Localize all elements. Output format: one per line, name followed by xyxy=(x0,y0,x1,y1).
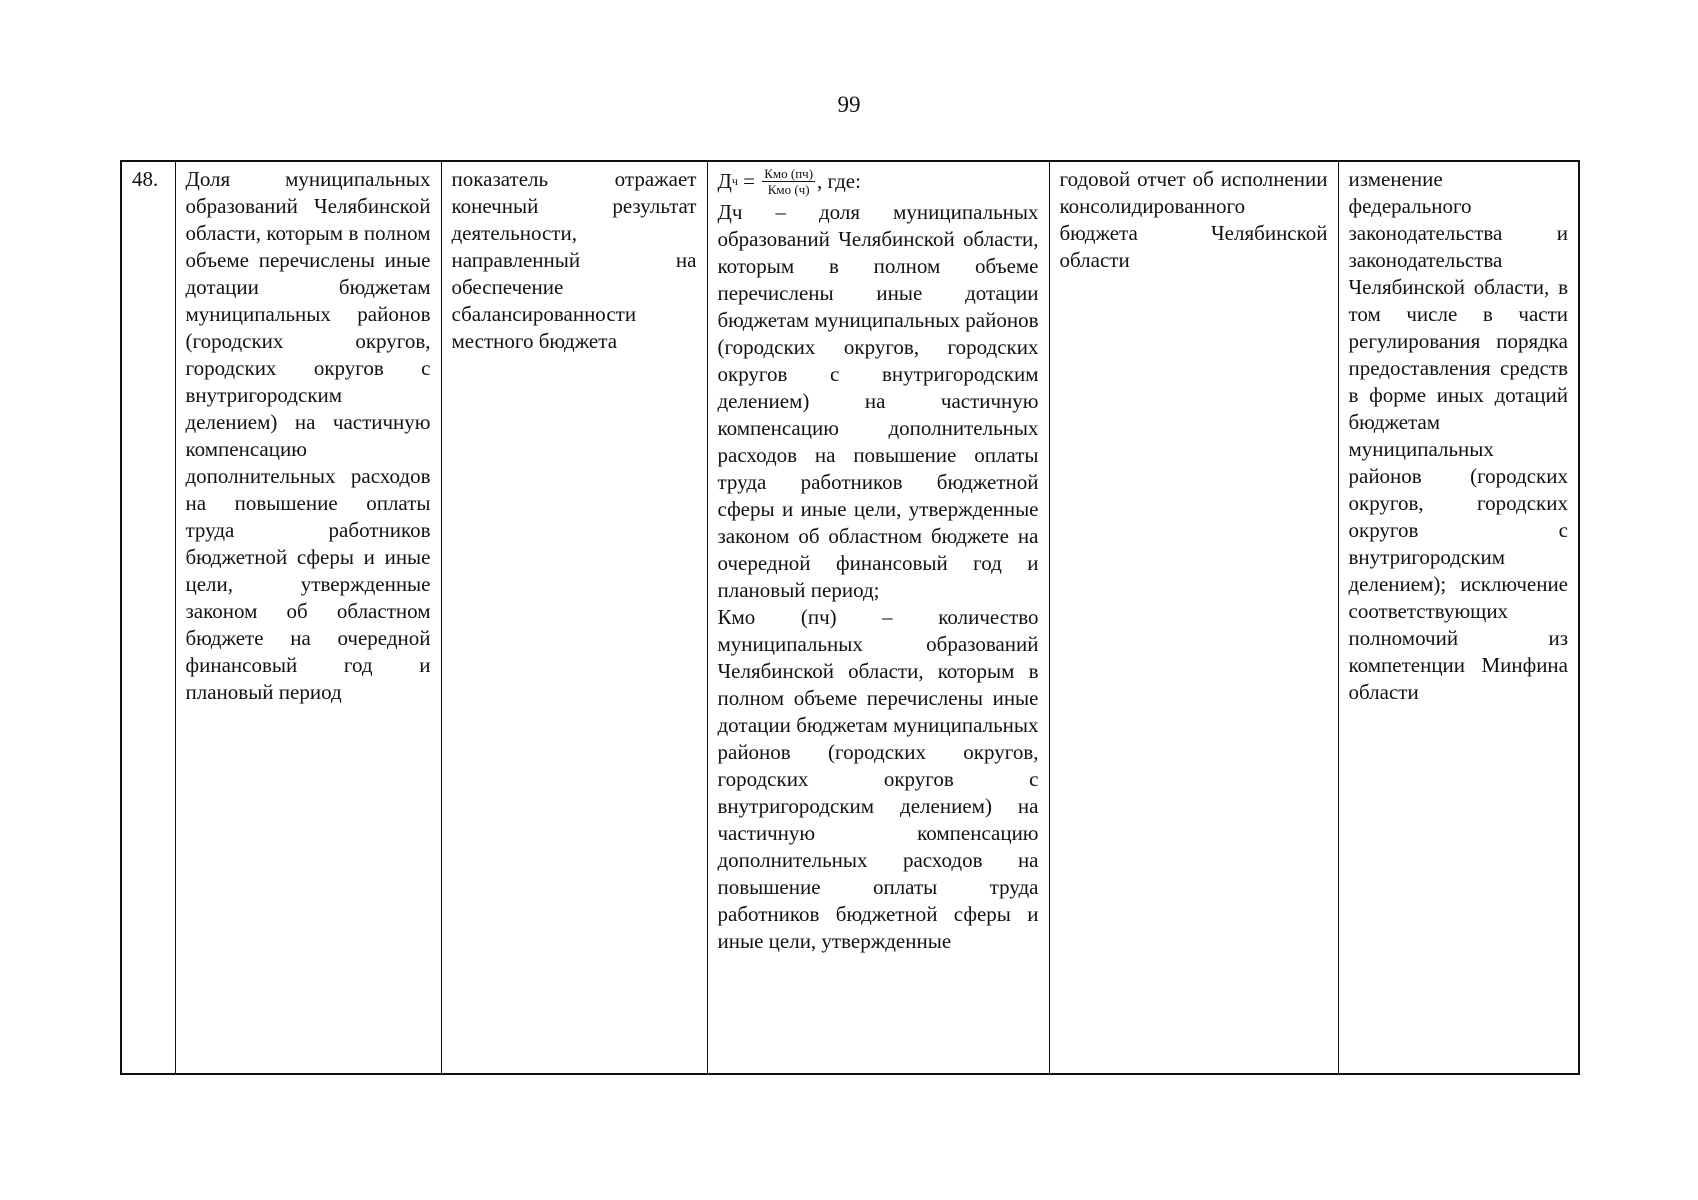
indicator-description-cell: показатель отражает конечный результат деятельности, направленный на обеспечение сбалансированности местного бюджета xyxy=(441,161,707,1074)
method-definition-1: Дч – доля муниципальных образований Челябинской области, которым в полном объеме перечислены иные дотации бюджетам муниципальных районов (городских округов, городских округов с внутригородским делением) на частичную компенсацию дополнительных расходов на повышение оплаты труда работников бюджетной сферы и иные цели, утвержденные законом об областном бюджете на очередной финансовый год и плановый период; xyxy=(717,200,1039,602)
indicator-name-cell: Доля муниципальных образований Челябинской области, которым в полном объеме перечислены иные дотации бюджетам муниципальных районов (городских округов, городских округов с внутригородским делением) на частичную компенсацию дополнительных расходов на повышение оплаты труда работников бюджетной сферы и иные цели, утвержденные законом об областном бюджете на очередной финансовый год и плановый период xyxy=(175,161,441,1074)
formula-numerator: Кмо (пч) xyxy=(764,166,814,181)
calculation-method-cell xyxy=(707,161,1049,1074)
formula xyxy=(718,166,1039,197)
data-source-cell: годовой отчет об исполнении консолидированного бюджета Челябинской области xyxy=(1049,161,1338,1074)
formula-lhs-sub: ч xyxy=(731,174,738,188)
formula-denominator: Кмо (ч) xyxy=(767,182,810,197)
row-number: 48. xyxy=(121,161,175,1074)
formula-fraction xyxy=(762,166,815,197)
page-number: 99 xyxy=(837,92,861,117)
formula-lhs: Д xyxy=(717,169,732,193)
indicator-table xyxy=(120,160,1580,1075)
formula-suffix: , где: xyxy=(817,169,861,193)
method-definition-2: Кмо (пч) – количество муниципальных образований Челябинской области, которым в полном объеме перечислены иные дотации бюджетам муниципальных районов (городских округов, городских округов с внутригородским делением) на частичную компенсацию дополнительных расходов на повышение оплаты труда работников бюджетной сферы и иные цели, утвержденные xyxy=(717,605,1039,953)
formula-equals: = xyxy=(737,169,761,193)
table-row xyxy=(121,161,1579,1074)
change-reasons-cell: изменение федерального законодательства и законодательства Челябинской области, в том числе в части регулирования порядка предоставления средств в форме иных дотаций бюджетам муниципальных районов (городских округов, городских округов с внутригородским делением); исключение соответствующих полномочий из компетенции Минфина области xyxy=(1338,161,1579,1074)
